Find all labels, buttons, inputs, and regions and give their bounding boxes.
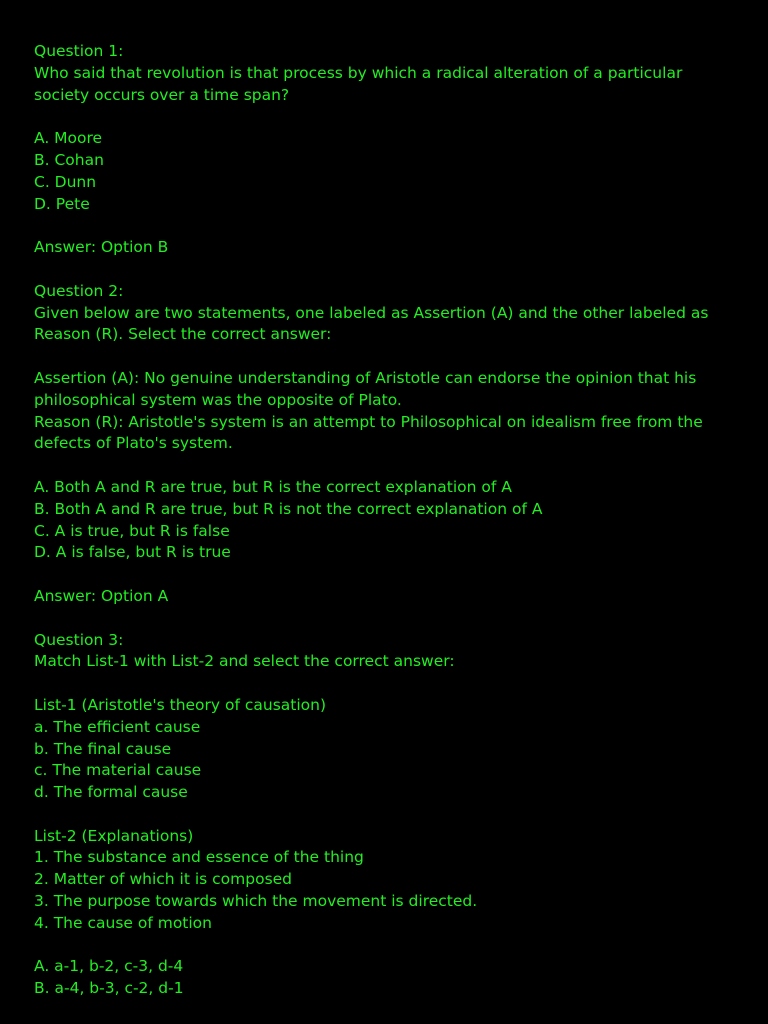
answer-option: C. Dunn [34, 172, 97, 191]
answer-option: D. Pete [34, 194, 90, 213]
answer-option: B. Both A and R are true, but R is not the correct explanation of A [34, 499, 543, 518]
correct-answer: Answer: Option A [34, 586, 169, 605]
question-heading: Question 1: [34, 42, 124, 60]
quiz-document [34, 41, 734, 1000]
list-2-item: 4. The cause of motion [34, 913, 212, 932]
question-block [34, 281, 734, 630]
question-prompt: Who said that revolution is that process by which a radical alteration of a particular society occurs over a time span? [34, 63, 688, 104]
list-1-item: a. The efficient cause [34, 717, 201, 736]
list-1-item: c. The material cause [34, 761, 202, 780]
answer-option: A. Both A and R are true, but R is the correct explanation of A [34, 477, 512, 496]
answer-option: A. Moore [34, 129, 103, 148]
reason-statement: Reason (R): Aristotle's system is an attempt to Philosophical on idealism free from the defects of Plato's system. [34, 412, 708, 453]
list-2-item: 3. The purpose towards which the movement is directed. [34, 892, 478, 911]
list-1-item: b. The final cause [34, 739, 172, 758]
list-1-item: d. The formal cause [34, 783, 188, 802]
answer-option: A. a-1, b-2, c-3, d-4 [34, 957, 184, 976]
question-prompt: Given below are two statements, one labeled as Assertion (A) and the other labeled as Reason (R). Select the correct answer: [34, 303, 714, 344]
answer-option: B. Cohan [34, 150, 104, 169]
answer-option: D. A is false, but R is true [34, 543, 231, 562]
list-2-title: List-2 (Explanations) [34, 826, 194, 845]
question-prompt: Match List-1 with List-2 and select the correct answer: [34, 652, 455, 671]
list-2-item: 1. The substance and essence of the thing [34, 848, 364, 867]
answer-option: B. a-4, b-3, c-2, d-1 [34, 979, 184, 998]
question-block [34, 630, 734, 1001]
question-heading: Question 3: [34, 630, 124, 649]
list-1-title: List-1 (Aristotle's theory of causation) [34, 695, 327, 714]
question-block [34, 41, 734, 281]
answer-option: C. A is true, but R is false [34, 521, 230, 540]
question-heading: Question 2: [34, 281, 124, 300]
list-2-item: 2. Matter of which it is composed [34, 870, 293, 889]
correct-answer: Answer: Option B [34, 238, 169, 257]
assertion-statement: Assertion (A): No genuine understanding of Aristotle can endorse the opinion that his philosophical system was the opposite of Plato. [34, 368, 702, 409]
